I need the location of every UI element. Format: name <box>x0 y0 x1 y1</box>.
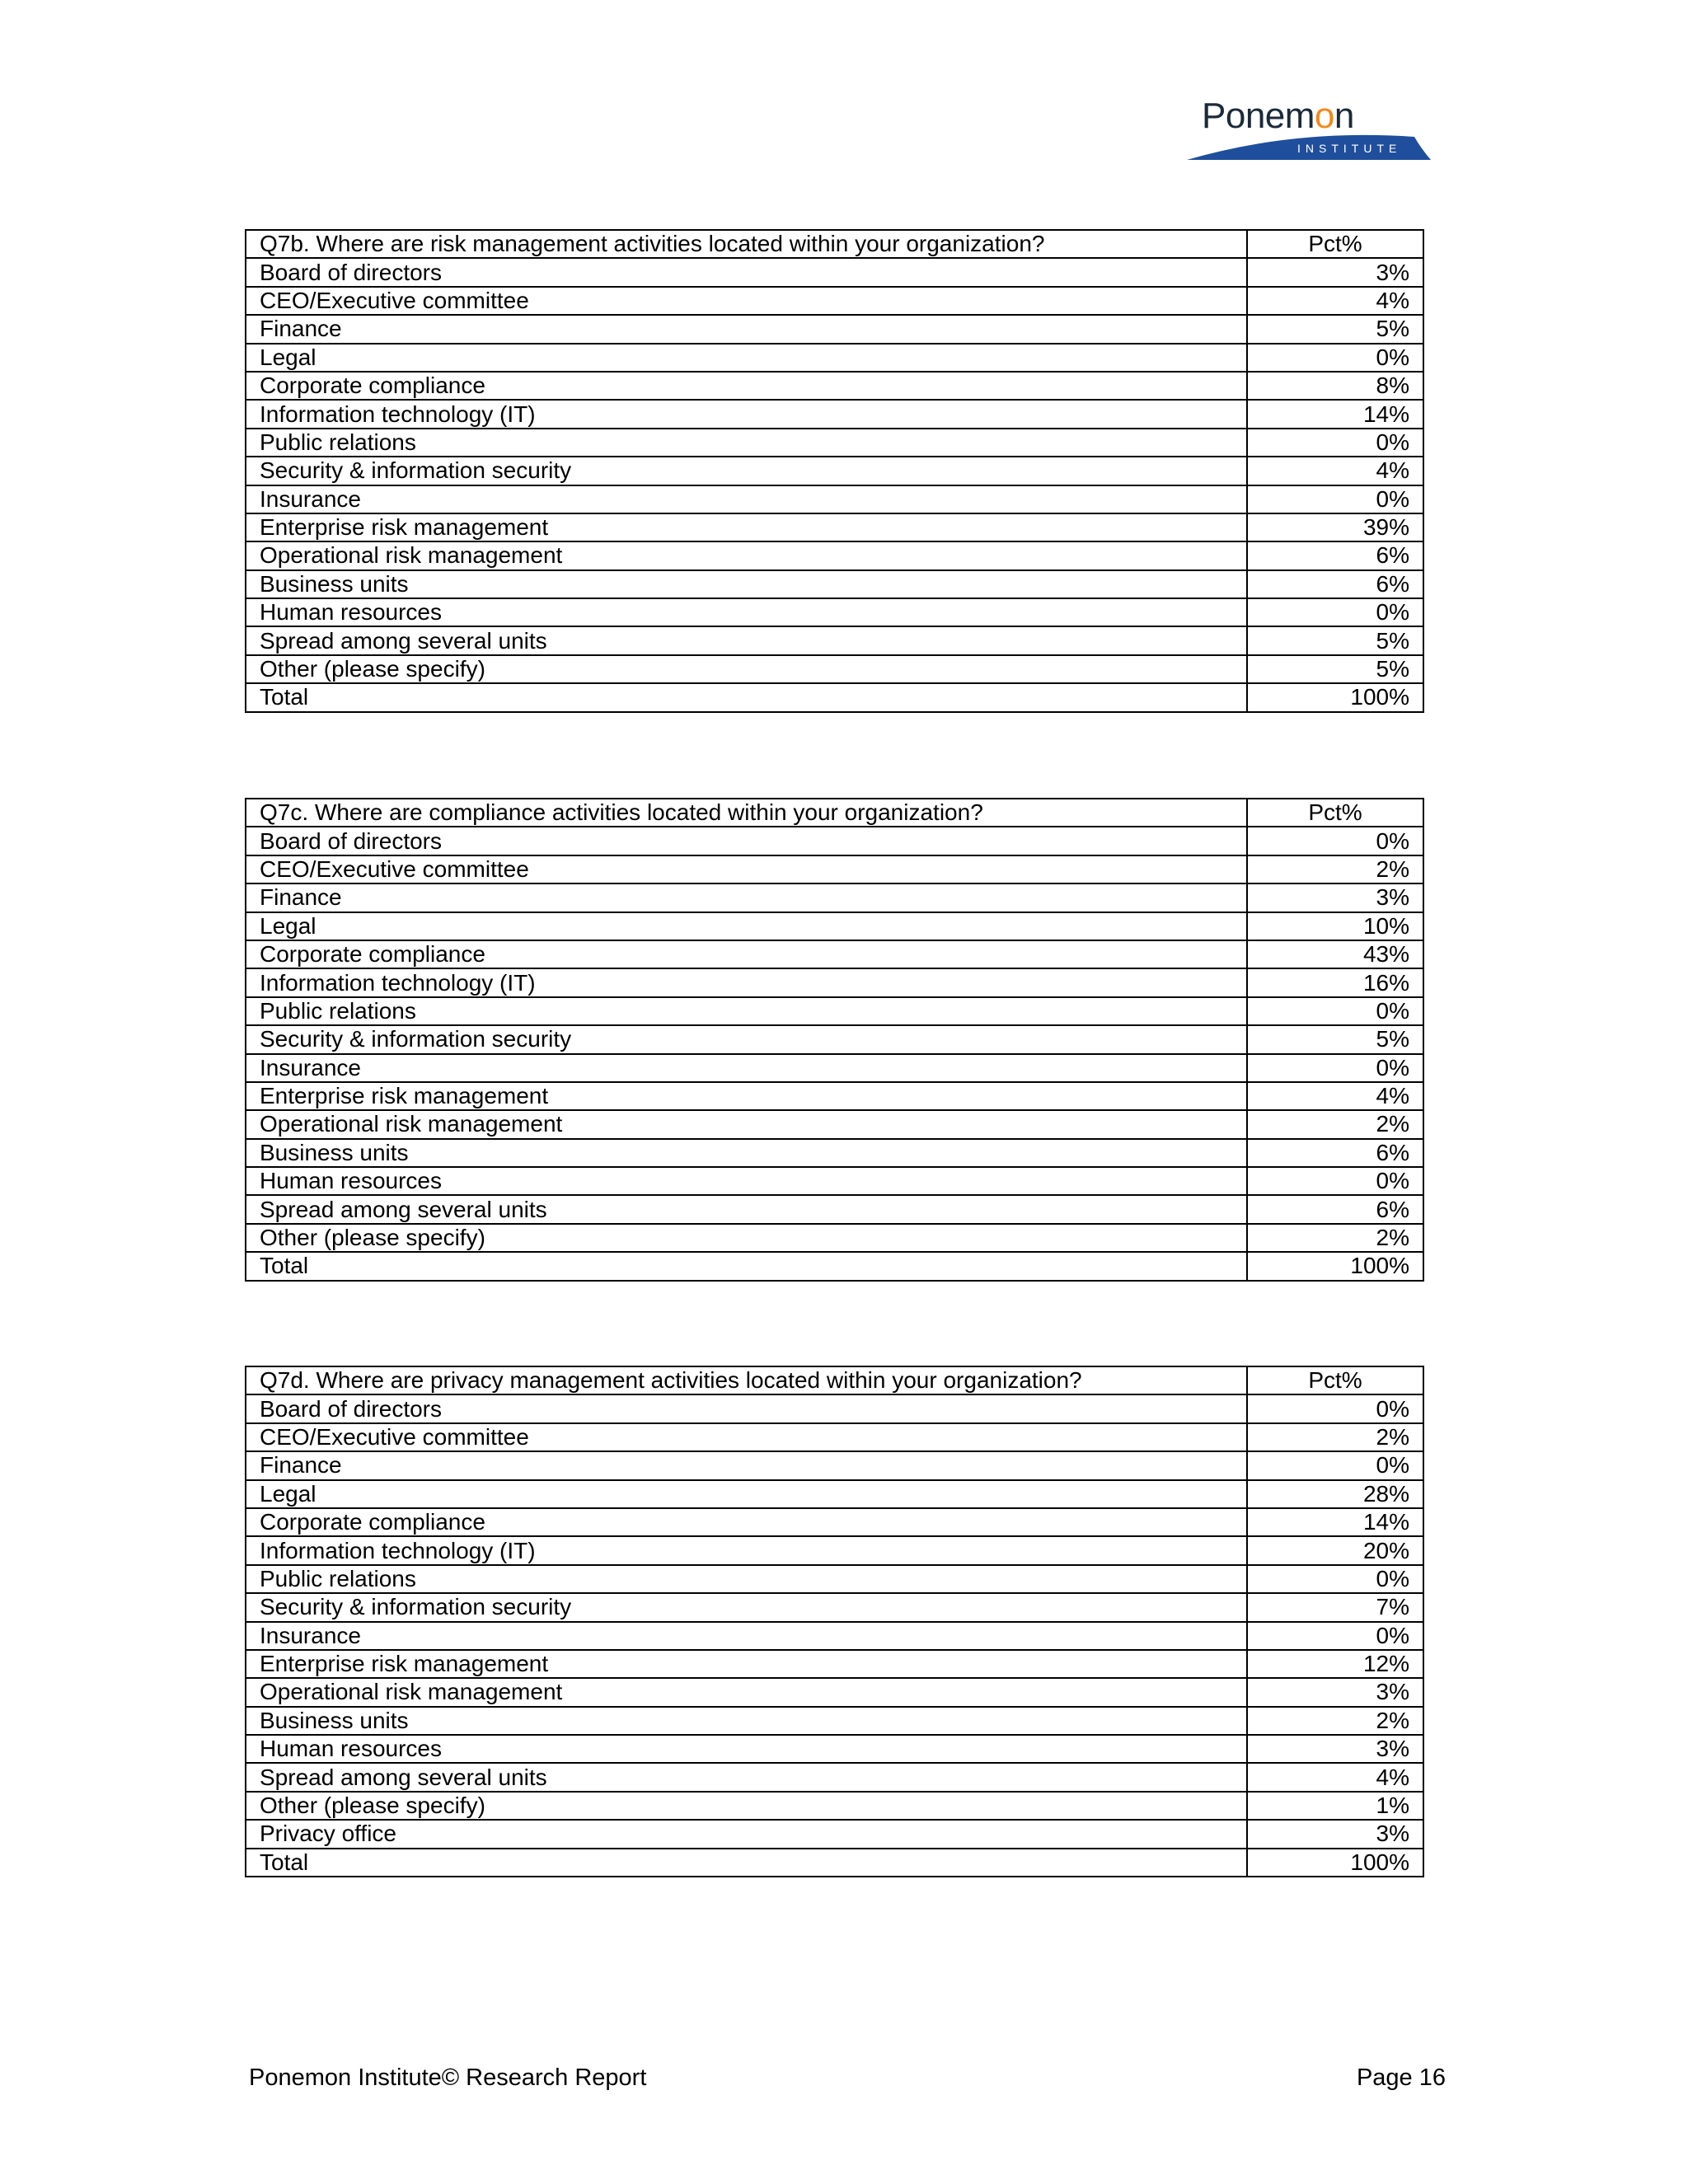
row-pct-value: 4% <box>1247 1763 1423 1791</box>
row-label: Finance <box>246 1451 1247 1479</box>
table-row <box>246 372 1423 400</box>
table-header-row <box>246 230 1423 258</box>
row-pct-value: 14% <box>1247 400 1423 428</box>
row-pct-value: 2% <box>1247 1110 1423 1138</box>
row-label: Insurance <box>246 485 1247 513</box>
table-row <box>246 1110 1423 1138</box>
row-label: Board of directors <box>246 1394 1247 1422</box>
row-label: Finance <box>246 883 1247 912</box>
table-row <box>246 400 1423 428</box>
row-label: Operational risk management <box>246 541 1247 569</box>
row-label: Other (please specify) <box>246 1224 1247 1252</box>
row-pct-value: 0% <box>1247 827 1423 855</box>
table-row <box>246 429 1423 457</box>
row-pct-value: 3% <box>1247 258 1423 286</box>
row-pct-value: 2% <box>1247 1423 1423 1451</box>
table-row <box>246 1622 1423 1650</box>
table-q7d <box>245 1366 1424 1877</box>
row-label: Spread among several units <box>246 1195 1247 1223</box>
row-label: Information technology (IT) <box>246 400 1247 428</box>
table-header-row <box>246 1366 1423 1394</box>
table-header-row <box>246 799 1423 827</box>
table-row <box>246 1763 1423 1791</box>
table-row <box>246 344 1423 372</box>
question-text: Q7b. Where are risk management activities located within your organization? <box>246 230 1247 258</box>
table-row <box>246 457 1423 485</box>
row-pct-value: 0% <box>1247 598 1423 626</box>
logo-wordmark: Ponemon <box>1202 96 1354 136</box>
row-label: Human resources <box>246 598 1247 626</box>
table-q7b <box>245 229 1424 713</box>
table-row <box>246 855 1423 883</box>
row-label: CEO/Executive committee <box>246 855 1247 883</box>
table-row <box>246 1139 1423 1167</box>
row-label: Security & information security <box>246 457 1247 485</box>
row-pct-value: 28% <box>1247 1480 1423 1508</box>
row-pct-value: 8% <box>1247 372 1423 400</box>
footer-report-title: Ponemon Institute© Research Report <box>249 2064 647 2091</box>
table-row <box>246 570 1423 598</box>
row-pct-value: 3% <box>1247 1678 1423 1706</box>
row-pct-value: 6% <box>1247 541 1423 569</box>
row-label: Spread among several units <box>246 1763 1247 1791</box>
row-pct-value: 10% <box>1247 912 1423 940</box>
table-row <box>246 626 1423 654</box>
row-pct-value: 0% <box>1247 485 1423 513</box>
row-label: Human resources <box>246 1735 1247 1763</box>
row-pct-value: 0% <box>1247 1167 1423 1195</box>
row-pct-value: 3% <box>1247 883 1423 912</box>
row-pct-value: 4% <box>1247 1082 1423 1110</box>
table-row <box>246 1536 1423 1564</box>
row-label: Total <box>246 1252 1247 1280</box>
row-pct-value: 12% <box>1247 1650 1423 1678</box>
row-pct-value: 2% <box>1247 855 1423 883</box>
table-row <box>246 1025 1423 1053</box>
table-row <box>246 1423 1423 1451</box>
footer-page-number: Page 16 <box>1356 2064 1446 2091</box>
row-pct-value: 6% <box>1247 570 1423 598</box>
table-row <box>246 968 1423 996</box>
table-row <box>246 655 1423 683</box>
pct-column-header: Pct% <box>1247 230 1423 258</box>
table-row <box>246 1792 1423 1820</box>
table-row <box>246 258 1423 286</box>
question-text: Q7c. Where are compliance activities located within your organization? <box>246 799 1247 827</box>
table-row <box>246 1195 1423 1223</box>
table-row <box>246 1565 1423 1593</box>
table-row <box>246 1593 1423 1621</box>
row-pct-value: 3% <box>1247 1820 1423 1848</box>
row-label: Legal <box>246 912 1247 940</box>
row-label: Business units <box>246 1707 1247 1735</box>
row-label: CEO/Executive committee <box>246 1423 1247 1451</box>
row-pct-value: 5% <box>1247 655 1423 683</box>
row-label: Board of directors <box>246 258 1247 286</box>
table-row <box>246 827 1423 855</box>
row-label: Privacy office <box>246 1820 1247 1848</box>
row-pct-value: 14% <box>1247 1508 1423 1536</box>
logo-subtitle: INSTITUTE <box>1297 142 1402 155</box>
table-row <box>246 485 1423 513</box>
table-row <box>246 1707 1423 1735</box>
row-label: Other (please specify) <box>246 655 1247 683</box>
row-label: Public relations <box>246 429 1247 457</box>
row-pct-value: 39% <box>1247 513 1423 541</box>
row-pct-value: 16% <box>1247 968 1423 996</box>
row-pct-value: 4% <box>1247 287 1423 315</box>
table-row <box>246 683 1423 711</box>
ponemon-logo <box>1170 92 1434 166</box>
table-row <box>246 541 1423 569</box>
row-label: Insurance <box>246 1622 1247 1650</box>
row-label: Total <box>246 683 1247 711</box>
row-label: Human resources <box>246 1167 1247 1195</box>
row-pct-value: 6% <box>1247 1139 1423 1167</box>
table-row <box>246 1735 1423 1763</box>
row-pct-value: 1% <box>1247 1792 1423 1820</box>
table-row <box>246 513 1423 541</box>
row-label: Insurance <box>246 1054 1247 1082</box>
row-pct-value: 43% <box>1247 940 1423 968</box>
row-label: Public relations <box>246 997 1247 1025</box>
row-pct-value: 4% <box>1247 457 1423 485</box>
table-row <box>246 883 1423 912</box>
table-row <box>246 315 1423 343</box>
table-row <box>246 997 1423 1025</box>
table-row <box>246 1224 1423 1252</box>
row-pct-value: 6% <box>1247 1195 1423 1223</box>
row-label: Corporate compliance <box>246 1508 1247 1536</box>
row-label: Enterprise risk management <box>246 513 1247 541</box>
row-pct-value: 0% <box>1247 1054 1423 1082</box>
row-pct-value: 5% <box>1247 1025 1423 1053</box>
row-pct-value: 0% <box>1247 1451 1423 1479</box>
table-row <box>246 1167 1423 1195</box>
row-label: Corporate compliance <box>246 372 1247 400</box>
table-row <box>246 1451 1423 1479</box>
table-row <box>246 1678 1423 1706</box>
row-pct-value: 3% <box>1247 1735 1423 1763</box>
row-label: Public relations <box>246 1565 1247 1593</box>
row-pct-value: 5% <box>1247 626 1423 654</box>
table-row <box>246 912 1423 940</box>
row-pct-value: 20% <box>1247 1536 1423 1564</box>
row-pct-value: 0% <box>1247 344 1423 372</box>
row-pct-value: 0% <box>1247 1394 1423 1422</box>
row-pct-value: 0% <box>1247 429 1423 457</box>
logo-sun-icon: o <box>1314 96 1334 136</box>
row-label: Spread among several units <box>246 626 1247 654</box>
table-row <box>246 287 1423 315</box>
row-pct-value: 2% <box>1247 1224 1423 1252</box>
row-label: Operational risk management <box>246 1678 1247 1706</box>
row-label: Information technology (IT) <box>246 968 1247 996</box>
row-pct-value: 0% <box>1247 997 1423 1025</box>
table-row <box>246 940 1423 968</box>
question-text: Q7d. Where are privacy management activities located within your organization? <box>246 1366 1247 1394</box>
row-pct-value: 100% <box>1247 1252 1423 1280</box>
row-label: Enterprise risk management <box>246 1650 1247 1678</box>
row-label: Enterprise risk management <box>246 1082 1247 1110</box>
row-label: Other (please specify) <box>246 1792 1247 1820</box>
row-label: Total <box>246 1849 1247 1877</box>
row-label: Security & information security <box>246 1593 1247 1621</box>
table-row <box>246 1650 1423 1678</box>
table-row <box>246 1508 1423 1536</box>
table-q7c <box>245 798 1424 1282</box>
table-row <box>246 598 1423 626</box>
row-label: Board of directors <box>246 827 1247 855</box>
pct-column-header: Pct% <box>1247 1366 1423 1394</box>
row-pct-value: 2% <box>1247 1707 1423 1735</box>
pct-column-header: Pct% <box>1247 799 1423 827</box>
table-row <box>246 1480 1423 1508</box>
row-label: Security & information security <box>246 1025 1247 1053</box>
row-label: Legal <box>246 344 1247 372</box>
row-pct-value: 0% <box>1247 1565 1423 1593</box>
row-label: Finance <box>246 315 1247 343</box>
row-pct-value: 100% <box>1247 683 1423 711</box>
table-row <box>246 1820 1423 1848</box>
row-label: Information technology (IT) <box>246 1536 1247 1564</box>
row-pct-value: 7% <box>1247 1593 1423 1621</box>
row-label: Legal <box>246 1480 1247 1508</box>
table-row <box>246 1054 1423 1082</box>
row-label: Business units <box>246 1139 1247 1167</box>
row-label: CEO/Executive committee <box>246 287 1247 315</box>
row-pct-value: 100% <box>1247 1849 1423 1877</box>
row-label: Corporate compliance <box>246 940 1247 968</box>
row-pct-value: 5% <box>1247 315 1423 343</box>
table-row <box>246 1082 1423 1110</box>
table-row <box>246 1849 1423 1877</box>
table-row <box>246 1252 1423 1280</box>
row-label: Operational risk management <box>246 1110 1247 1138</box>
row-label: Business units <box>246 570 1247 598</box>
row-pct-value: 0% <box>1247 1622 1423 1650</box>
table-row <box>246 1394 1423 1422</box>
